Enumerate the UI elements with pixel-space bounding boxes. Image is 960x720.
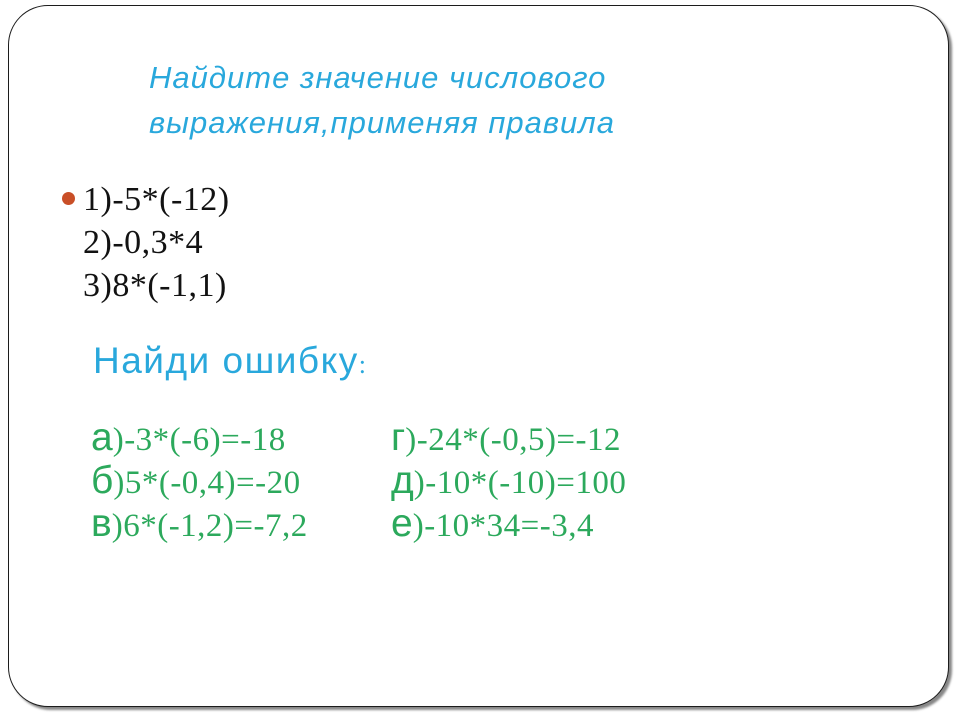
error-item-a-label: а	[91, 416, 113, 459]
slide-title	[149, 55, 615, 145]
bullet-marker	[62, 192, 75, 205]
exercise-item-3: 3)8*(-1,1)	[83, 267, 227, 304]
error-item-a-expr: )-3*(-6)=-18	[112, 422, 286, 458]
error-item-b	[91, 459, 308, 502]
find-error-text: Найди ошибку	[93, 340, 359, 381]
exercise-list	[83, 178, 230, 307]
error-item-v-expr: )6*(-1,2)=-7,2	[111, 508, 308, 544]
error-item-e-expr: )-10*34=-3,4	[412, 508, 595, 544]
title-line-2: выражения,применяя правила	[149, 105, 616, 140]
error-item-e	[391, 502, 626, 545]
error-item-g	[391, 416, 626, 459]
find-error-colon: :	[358, 350, 366, 379]
error-item-d-expr: )-10*(-10)=100	[413, 465, 627, 501]
error-column-left	[91, 416, 308, 545]
error-item-b-expr: )5*(-0,4)=-20	[113, 465, 301, 501]
error-item-v	[91, 502, 308, 545]
error-item-g-label: г	[391, 416, 406, 459]
error-item-d	[391, 459, 626, 502]
error-item-v-label: в	[91, 502, 112, 545]
slide-canvas	[8, 5, 949, 707]
error-column-right	[391, 416, 626, 545]
error-item-d-label: д	[391, 459, 414, 502]
error-item-b-label: б	[91, 459, 114, 502]
error-item-e-label: е	[391, 502, 413, 545]
title-line-1: Найдите значение числового	[149, 60, 607, 95]
exercise-item-1: 1)-5*(-12)	[83, 181, 230, 218]
find-error-heading	[93, 338, 366, 388]
exercise-item-2: 2)-0,3*4	[83, 224, 204, 261]
error-item-g-expr: )-24*(-0,5)=-12	[405, 422, 622, 458]
error-item-a	[91, 416, 308, 459]
